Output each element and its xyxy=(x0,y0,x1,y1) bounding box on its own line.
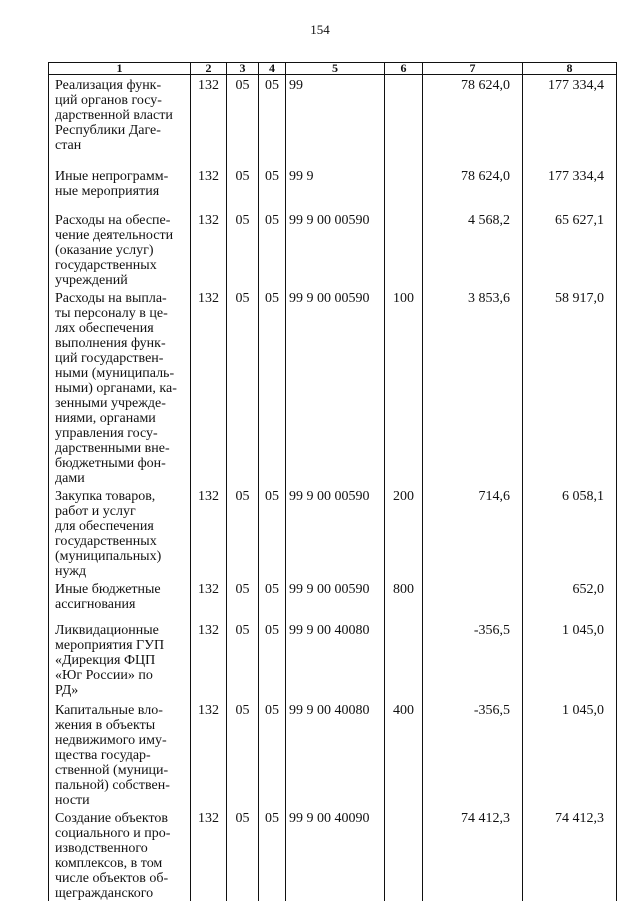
row-subsection-cell: 05 xyxy=(259,75,286,166)
row-target-article-cell: 99 9 00 40080 xyxy=(286,700,385,808)
table-header xyxy=(49,63,617,75)
row-expense-type-cell: 800 xyxy=(385,579,423,620)
row-name-cell: Ликвидационные мероприятия ГУП «Дирекция ФЦП «Юг России» по РД» xyxy=(49,620,191,700)
header-cell-3: 3 xyxy=(227,63,259,75)
row-target-article-cell: 99 9 00 40090 xyxy=(286,808,385,901)
row-name-cell: Реализация функ- ций органов госу- дарственной власти Республики Даге- стан xyxy=(49,75,191,166)
row-name-cell: Капитальные вло- жения в объекты недвижимого иму- щества государ- ственной (муници- пальной) собствен- ности xyxy=(49,700,191,808)
row-name-cell: Иные непрограмм- ные мероприятия xyxy=(49,166,191,210)
row-expense-type-cell xyxy=(385,210,423,288)
row-section-cell: 05 xyxy=(227,700,259,808)
table-row xyxy=(49,700,617,808)
row-target-article-cell: 99 9 00 00590 xyxy=(286,579,385,620)
row-amount-7-cell: 74 412,3 xyxy=(423,808,523,901)
row-amount-7-cell: -356,5 xyxy=(423,620,523,700)
table-row xyxy=(49,288,617,486)
row-subsection-cell: 05 xyxy=(259,700,286,808)
row-expense-type-cell xyxy=(385,620,423,700)
row-subsection-cell: 05 xyxy=(259,579,286,620)
header-cell-4: 4 xyxy=(259,63,286,75)
row-section-cell: 05 xyxy=(227,166,259,210)
header-cell-2: 2 xyxy=(191,63,227,75)
header-row xyxy=(49,63,617,75)
table-body xyxy=(49,75,617,901)
row-section-cell: 05 xyxy=(227,210,259,288)
row-code-cell: 132 xyxy=(191,486,227,579)
row-section-cell: 05 xyxy=(227,579,259,620)
header-cell-1: 1 xyxy=(49,63,191,75)
row-name-cell: Расходы на выпла- ты персоналу в це- лях обеспечения выполнения функ- ций государствен- ными (муниципаль- ными) органами, ка- зенными учрежде- ниями, органами управления госу- дарственными вне- бюджетными фон- дами xyxy=(49,288,191,486)
row-name-cell: Расходы на обеспе- чение деятельности (оказание услуг) государственных учреждений xyxy=(49,210,191,288)
row-amount-7-cell xyxy=(423,579,523,620)
header-cell-6: 6 xyxy=(385,63,423,75)
row-amount-8-cell: 1 045,0 xyxy=(523,620,617,700)
table-row xyxy=(49,620,617,700)
header-cell-5: 5 xyxy=(286,63,385,75)
row-code-cell: 132 xyxy=(191,808,227,901)
row-target-article-cell: 99 9 00 00590 xyxy=(286,210,385,288)
row-subsection-cell: 05 xyxy=(259,808,286,901)
row-amount-8-cell: 1 045,0 xyxy=(523,700,617,808)
table-row xyxy=(49,75,617,166)
row-code-cell: 132 xyxy=(191,288,227,486)
row-amount-7-cell: 3 853,6 xyxy=(423,288,523,486)
row-amount-8-cell: 652,0 xyxy=(523,579,617,620)
row-subsection-cell: 05 xyxy=(259,288,286,486)
row-amount-8-cell: 177 334,4 xyxy=(523,75,617,166)
row-amount-7-cell: 4 568,2 xyxy=(423,210,523,288)
row-section-cell: 05 xyxy=(227,288,259,486)
row-subsection-cell: 05 xyxy=(259,166,286,210)
row-amount-8-cell: 58 917,0 xyxy=(523,288,617,486)
row-expense-type-cell xyxy=(385,75,423,166)
row-code-cell: 132 xyxy=(191,210,227,288)
row-expense-type-cell xyxy=(385,808,423,901)
row-section-cell: 05 xyxy=(227,486,259,579)
row-amount-8-cell: 65 627,1 xyxy=(523,210,617,288)
row-subsection-cell: 05 xyxy=(259,210,286,288)
row-name-cell: Закупка товаров, работ и услуг для обеспечения государственных (муниципальных) нужд xyxy=(49,486,191,579)
row-code-cell: 132 xyxy=(191,700,227,808)
row-expense-type-cell xyxy=(385,166,423,210)
table-row xyxy=(49,486,617,579)
row-amount-7-cell: 78 624,0 xyxy=(423,75,523,166)
row-target-article-cell: 99 9 00 00590 xyxy=(286,288,385,486)
row-amount-8-cell: 177 334,4 xyxy=(523,166,617,210)
row-code-cell: 132 xyxy=(191,579,227,620)
row-code-cell: 132 xyxy=(191,620,227,700)
page-number: 154 xyxy=(310,22,330,37)
budget-table xyxy=(48,62,617,901)
row-target-article-cell: 99 9 xyxy=(286,166,385,210)
row-expense-type-cell: 400 xyxy=(385,700,423,808)
table-row xyxy=(49,166,617,210)
row-target-article-cell: 99 xyxy=(286,75,385,166)
header-cell-7: 7 xyxy=(423,63,523,75)
table-row xyxy=(49,808,617,901)
row-section-cell: 05 xyxy=(227,75,259,166)
row-section-cell: 05 xyxy=(227,808,259,901)
row-amount-7-cell: -356,5 xyxy=(423,700,523,808)
row-amount-7-cell: 714,6 xyxy=(423,486,523,579)
header-cell-8: 8 xyxy=(523,63,617,75)
table-row xyxy=(49,210,617,288)
row-name-cell: Иные бюджетные ассигнования xyxy=(49,579,191,620)
row-subsection-cell: 05 xyxy=(259,620,286,700)
row-expense-type-cell: 200 xyxy=(385,486,423,579)
row-expense-type-cell: 100 xyxy=(385,288,423,486)
row-subsection-cell: 05 xyxy=(259,486,286,579)
row-target-article-cell: 99 9 00 00590 xyxy=(286,486,385,579)
row-code-cell: 132 xyxy=(191,75,227,166)
row-target-article-cell: 99 9 00 40080 xyxy=(286,620,385,700)
row-amount-7-cell: 78 624,0 xyxy=(423,166,523,210)
row-amount-8-cell: 74 412,3 xyxy=(523,808,617,901)
row-section-cell: 05 xyxy=(227,620,259,700)
row-code-cell: 132 xyxy=(191,166,227,210)
row-amount-8-cell: 6 058,1 xyxy=(523,486,617,579)
table-row xyxy=(49,579,617,620)
row-name-cell: Создание объектов социального и про- изводственного комплексов, в том числе объектов об- щегражданского xyxy=(49,808,191,901)
